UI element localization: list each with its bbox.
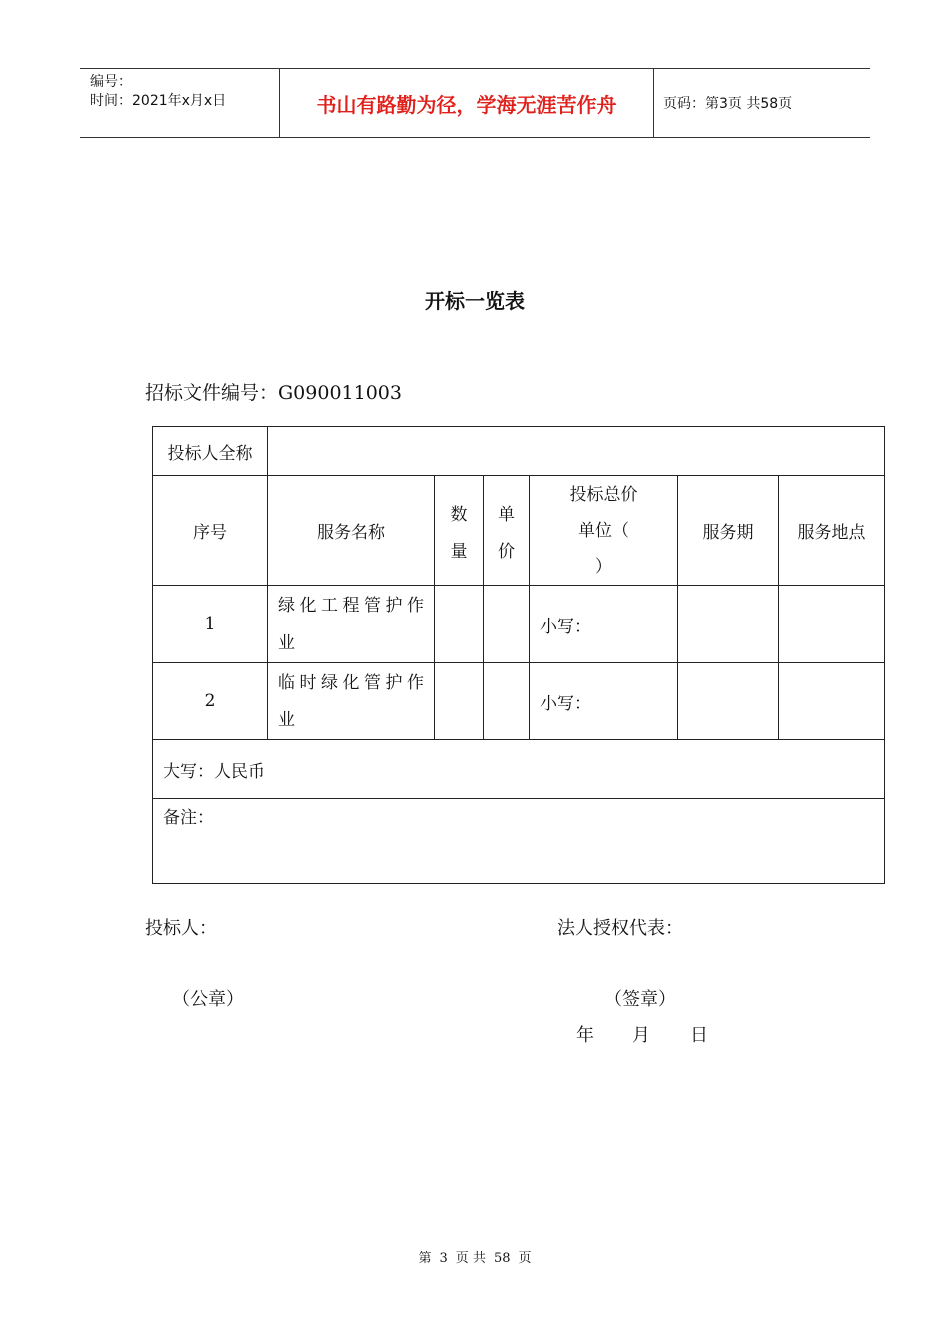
bidder-row xyxy=(153,427,885,476)
row-unit-price-cell[interactable] xyxy=(484,663,530,740)
col-service-location: 服务地点 xyxy=(779,476,885,586)
header-time-label: 时间：2021年x月x日 xyxy=(90,93,227,109)
row-service-location-cell[interactable] xyxy=(779,586,885,663)
footer-suffix: 页 xyxy=(518,1251,532,1266)
footer-page: 3 xyxy=(439,1251,448,1266)
col-total-line2: 单位（ xyxy=(578,520,629,541)
header-page-info: 页码：第3页 共58页 xyxy=(663,96,793,112)
capital-amount-row xyxy=(153,740,885,799)
page-header xyxy=(80,68,870,138)
row-service-location-cell[interactable] xyxy=(779,663,885,740)
page-footer xyxy=(0,1247,950,1266)
row-service-name: 绿化工程管护作业 xyxy=(268,586,435,663)
date-day: 日 xyxy=(690,1025,708,1046)
row-price-lowercase[interactable]: 小写： xyxy=(530,586,678,663)
row-service-name: 临时绿化管护作业 xyxy=(268,663,435,740)
bid-opening-table xyxy=(152,426,885,884)
footer-prefix: 第 xyxy=(418,1251,432,1266)
footer-total: 58 xyxy=(493,1251,511,1266)
bidder-name-cell[interactable] xyxy=(268,427,885,476)
row-service-period-cell[interactable] xyxy=(678,586,779,663)
col-unit-line2: 价 xyxy=(498,541,515,562)
header-motto: 书山有路勤为径，学海无涯苦作舟 xyxy=(280,69,654,137)
col-service-name: 服务名称 xyxy=(268,476,435,586)
remarks-row xyxy=(153,799,885,884)
col-service-period: 服务期 xyxy=(678,476,779,586)
col-total-line3: ） xyxy=(595,556,612,577)
bidder-name-label: 投标人全称 xyxy=(153,427,268,476)
signature-seal-label: （签章） xyxy=(604,989,676,1010)
row-seq: 2 xyxy=(153,663,268,740)
table-row xyxy=(153,663,885,740)
row-price-lowercase[interactable]: 小写： xyxy=(530,663,678,740)
col-seq: 序号 xyxy=(153,476,268,586)
row-service-period-cell[interactable] xyxy=(678,663,779,740)
row-quantity-cell[interactable] xyxy=(435,586,484,663)
col-total-price xyxy=(530,476,678,586)
col-total-line1: 投标总价 xyxy=(569,484,638,505)
legal-rep-label: 法人授权代表： xyxy=(557,918,683,939)
date-year: 年 xyxy=(576,1025,594,1046)
header-meta xyxy=(80,69,280,137)
date-month: 月 xyxy=(632,1025,650,1046)
row-unit-price-cell[interactable] xyxy=(484,586,530,663)
col-quantity-line1: 数 xyxy=(450,504,468,525)
col-quantity-line2: 量 xyxy=(450,541,468,562)
tender-doc-number: 招标文件编号：G090011003 xyxy=(145,382,402,404)
table-header-row xyxy=(153,476,885,586)
row-quantity-cell[interactable] xyxy=(435,663,484,740)
col-quantity xyxy=(435,476,484,586)
bidder-signature-label: 投标人： xyxy=(145,918,217,939)
col-unit-line1: 单 xyxy=(498,504,515,525)
official-seal-label: （公章） xyxy=(172,989,244,1010)
remarks[interactable]: 备注： xyxy=(153,799,885,884)
capital-amount[interactable]: 大写：人民币 xyxy=(153,740,885,799)
footer-mid: 页 共 xyxy=(455,1251,486,1266)
col-unit-price xyxy=(484,476,530,586)
page-title: 开标一览表 xyxy=(425,289,525,313)
table-row xyxy=(153,586,885,663)
header-number-label: 编号： xyxy=(90,74,132,90)
row-seq: 1 xyxy=(153,586,268,663)
